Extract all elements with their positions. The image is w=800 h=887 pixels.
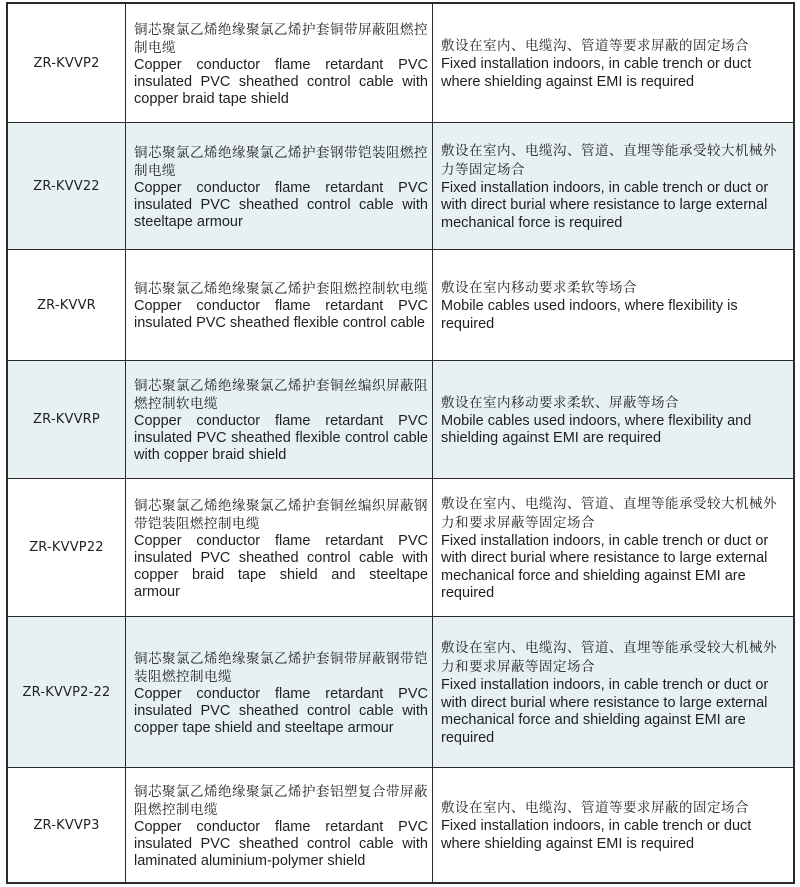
application-chinese: 敷设在室内、电缆沟、管道等要求屏蔽的固定场合: [441, 38, 749, 54]
application-cell: [433, 123, 793, 250]
model-cell: [8, 361, 126, 479]
model-code: ZR-KVVR: [37, 297, 96, 313]
application-chinese: 敷设在室内移动要求柔软等场合: [441, 280, 637, 296]
model-code: ZR-KVVRP: [33, 412, 100, 427]
model-cell: [8, 4, 126, 123]
model-code: ZR-KVVP2: [33, 55, 100, 71]
description-cell: [126, 250, 433, 361]
application-cell: [433, 768, 793, 882]
description-cell: [126, 123, 433, 250]
application-english: Mobile cables used indoors, where flexibility is required: [441, 298, 738, 332]
application-english: Fixed installation indoors, in cable trench or duct or with direct burial where resistance to large external mechanical force and shielding against EMI are required: [441, 532, 769, 601]
description-cell: [126, 479, 433, 617]
description-english: Copper conductor flame retardant PVC insulated PVC sheathed control cable with copper tape shield and steeltape armour: [134, 685, 428, 736]
application-english: Fixed installation indoors, in cable trench or duct or with direct burial where resistance to large external mechanical force is required: [441, 179, 769, 231]
description-cell: [126, 617, 433, 768]
description-chinese: 铜芯聚氯乙烯绝缘聚氯乙烯护套铜丝编织屏蔽阻燃控制软电缆: [134, 378, 428, 412]
application-chinese: 敷设在室内移动要求柔软、屏蔽等场合: [441, 394, 679, 411]
application-cell: [433, 250, 793, 361]
application-english: Fixed installation indoors, in cable trench or duct where shielding against EMI is required: [441, 56, 752, 90]
model-code: ZR-KVVP3: [33, 817, 100, 833]
cable-spec-table: [6, 2, 795, 884]
model-cell: [8, 123, 126, 250]
description-english: Copper conductor flame retardant PVC insulated PVC sheathed flexible control cable with copper braid shield: [134, 413, 428, 463]
description-english: Copper conductor flame retardant PVC insulated PVC sheathed control cable with laminated aluminium-polymer shield: [134, 818, 428, 869]
description-chinese: 铜芯聚氯乙烯绝缘聚氯乙烯护套铜带屏蔽钢带铠装阻燃控制电缆: [134, 650, 428, 685]
application-cell: [433, 479, 793, 617]
description-english: Copper conductor flame retardant PVC insulated PVC sheathed control cable with copper braid tape shield and steeltape armour: [134, 532, 428, 600]
application-cell: [433, 361, 793, 479]
description-chinese: 铜芯聚氯乙烯绝缘聚氯乙烯护套铝塑复合带屏蔽阻燃控制电缆: [134, 783, 428, 818]
description-english: Copper conductor flame retardant PVC insulated PVC sheathed control cable with steeltape armour: [134, 179, 428, 230]
model-cell: [8, 617, 126, 768]
description-chinese: 铜芯聚氯乙烯绝缘聚氯乙烯护套阻燃控制软电缆: [134, 281, 428, 297]
application-english: Mobile cables used indoors, where flexibility and shielding against EMI are required: [441, 412, 752, 446]
description-cell: [126, 361, 433, 479]
application-english: Fixed installation indoors, in cable trench or duct where shielding against EMI is required: [441, 818, 752, 852]
model-cell: [8, 250, 126, 361]
application-cell: [433, 4, 793, 123]
model-cell: [8, 768, 126, 882]
description-english: Copper conductor flame retardant PVC insulated PVC sheathed flexible control cable: [134, 298, 428, 331]
model-code: ZR-KVVP22: [29, 540, 104, 555]
application-chinese: 敷设在室内、电缆沟、管道、直埋等能承受较大机械外力和要求屏蔽等固定场合: [441, 640, 777, 675]
description-chinese: 铜芯聚氯乙烯绝缘聚氯乙烯护套钢带铠装阻燃控制电缆: [134, 144, 428, 179]
description-english: Copper conductor flame retardant PVC insulated PVC sheathed control cable with copper braid tape shield: [134, 56, 428, 107]
application-chinese: 敷设在室内、电缆沟、管道、直埋等能承受较大机械外力和要求屏蔽等固定场合: [441, 495, 777, 531]
application-chinese: 敷设在室内、电缆沟、管道等要求屏蔽的固定场合: [441, 800, 749, 816]
application-cell: [433, 617, 793, 768]
model-code: ZR-KVVP2-22: [22, 684, 111, 700]
description-cell: [126, 4, 433, 123]
description-chinese: 铜芯聚氯乙烯绝缘聚氯乙烯护套铜带屏蔽阻燃控制电缆: [134, 21, 428, 56]
application-english: Fixed installation indoors, in cable trench or duct or with direct burial where resistance to large external mechanical force and shielding against EMI are required: [441, 677, 769, 746]
description-cell: [126, 768, 433, 882]
model-code: ZR-KVV22: [33, 178, 100, 194]
description-chinese: 铜芯聚氯乙烯绝缘聚氯乙烯护套铜丝编织屏蔽钢带铠装阻燃控制电缆: [134, 497, 428, 532]
application-chinese: 敷设在室内、电缆沟、管道、直埋等能承受较大机械外力等固定场合: [441, 142, 777, 178]
model-cell: [8, 479, 126, 617]
